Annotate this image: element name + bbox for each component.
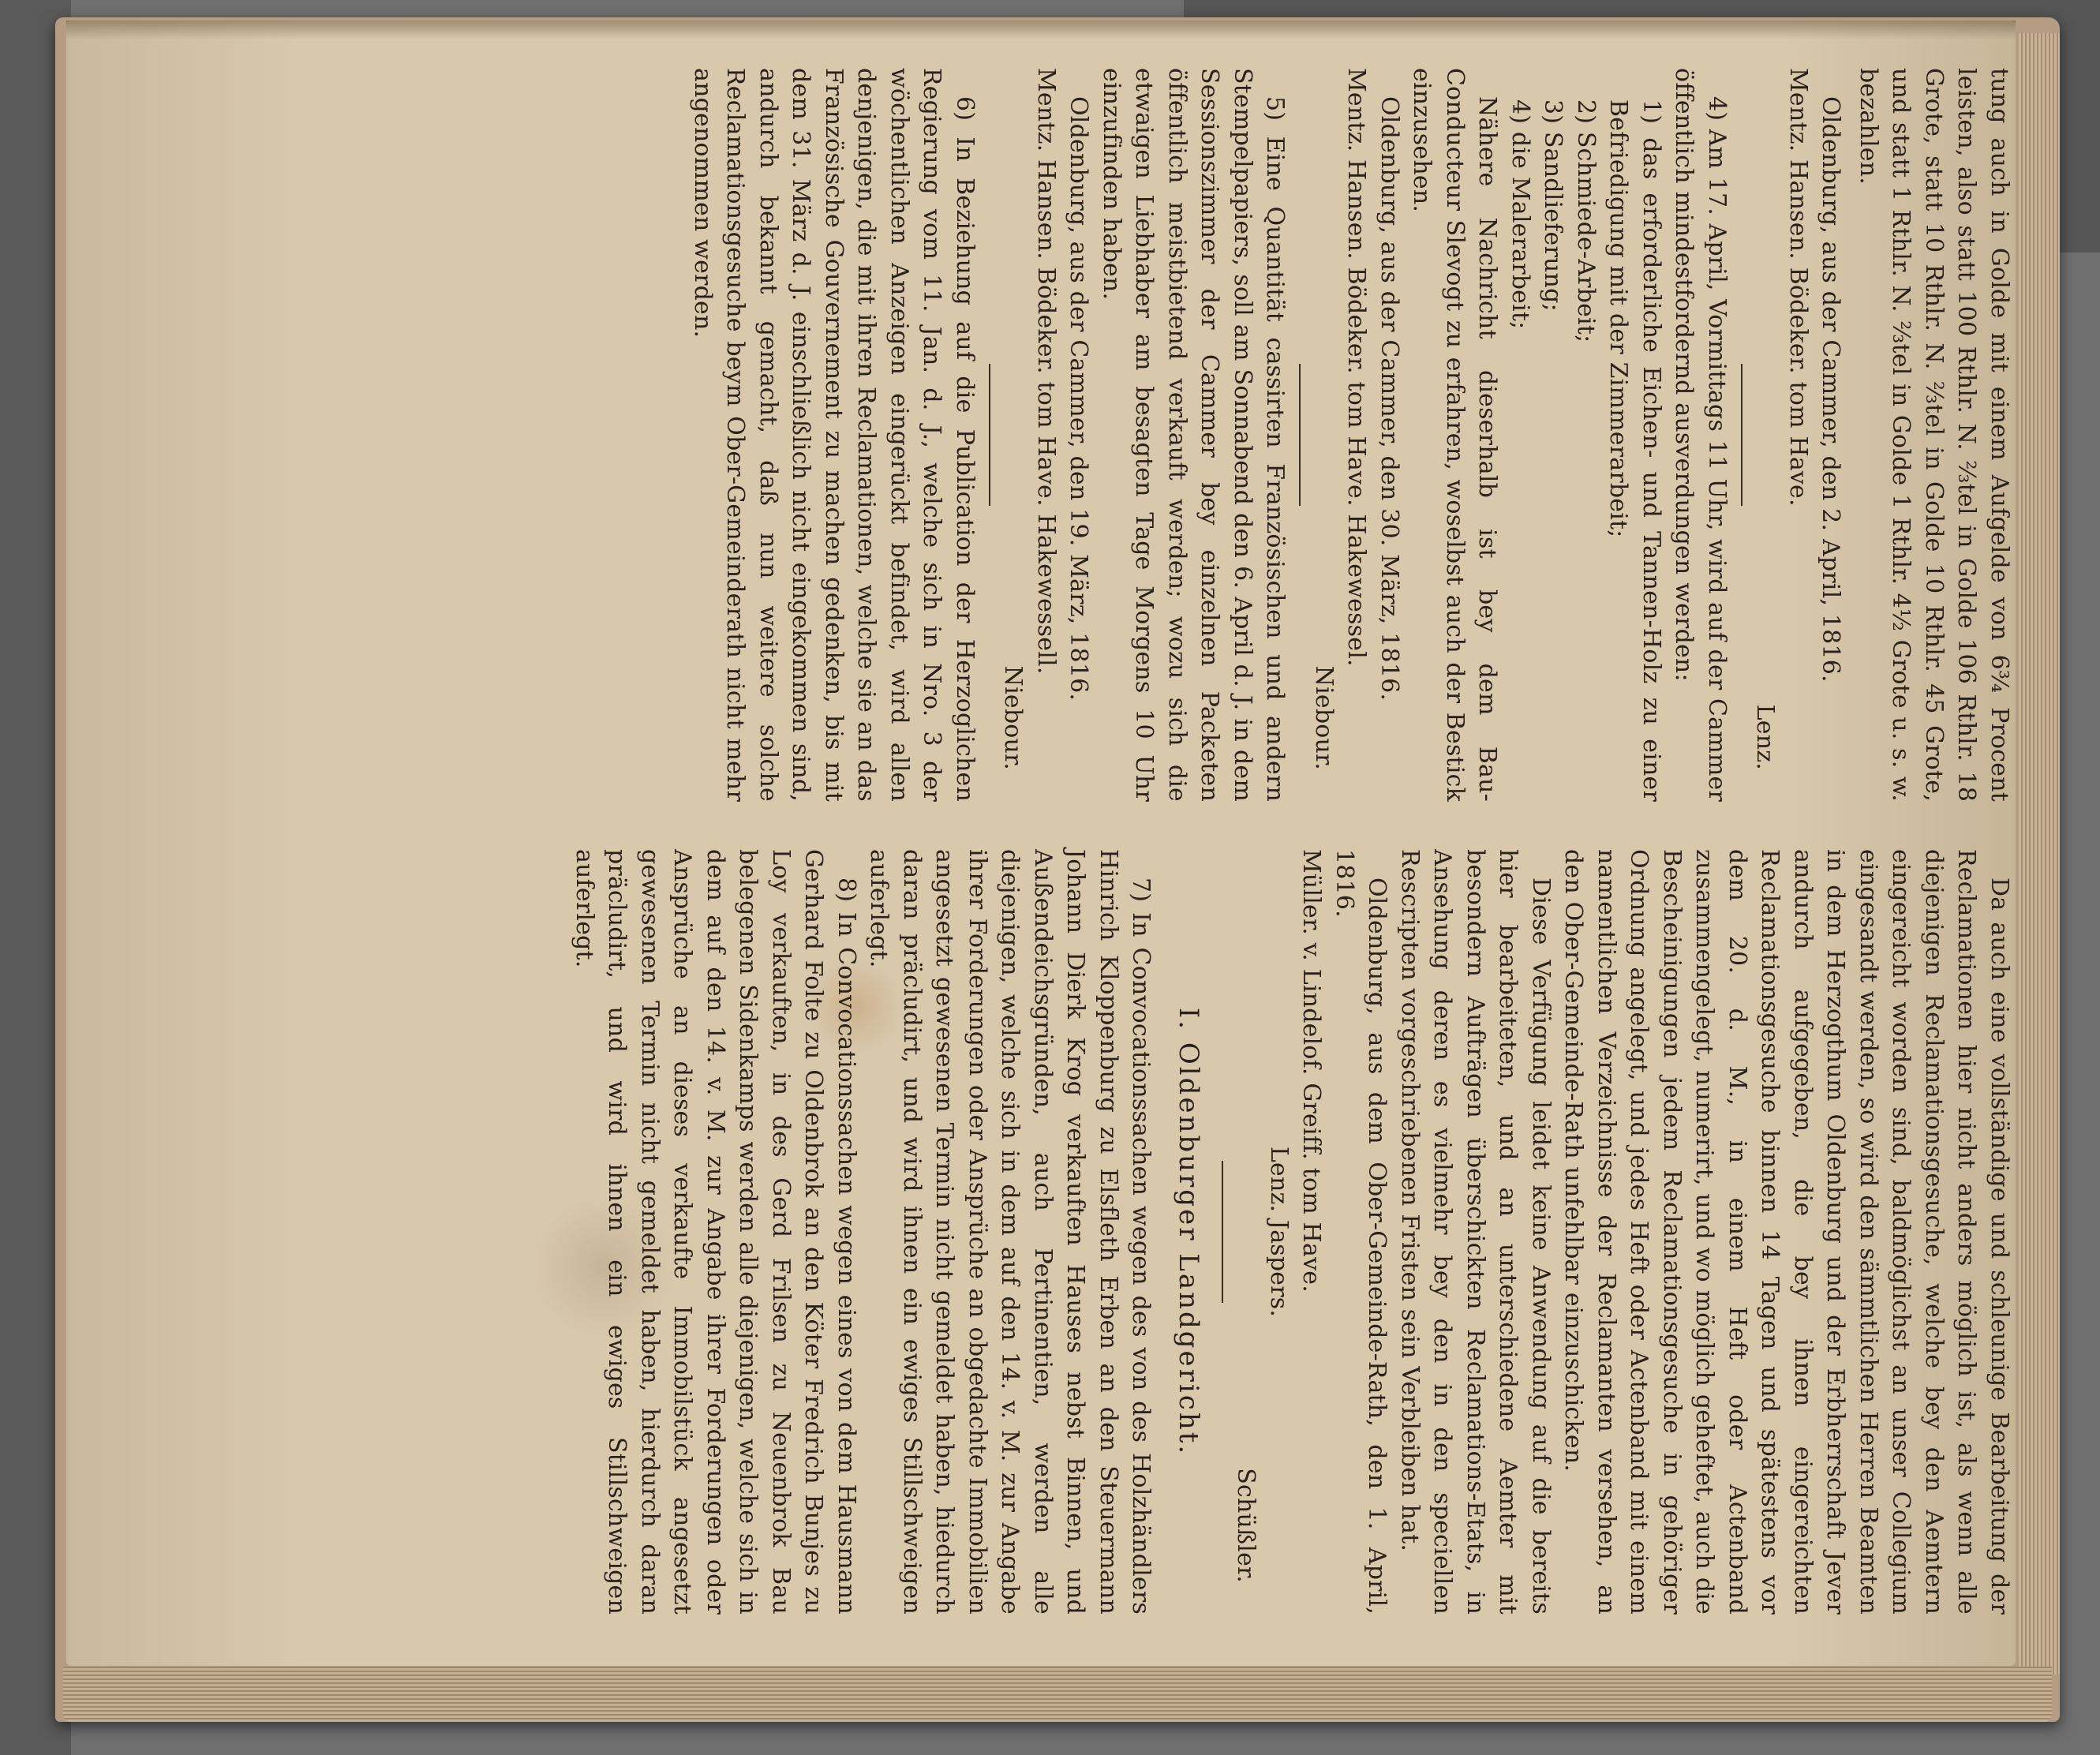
rotated-text-block [66,21,2016,1666]
divider [1741,364,1743,506]
date-line: Oldenburg, aus dem Ober-Gemeinde-Rath, den 1. April, 1816. [1331,849,1391,1615]
paragraph-reclamations: Da auch eine vollständige und schleunige Bearbeitung der Reclamationen hier nicht anders möglich ist, als wenn alle diejenigen Reclamationsgesuche, welche bey den Aemtern eingereicht worden sind, baldmöglichst an unser Collegium eingesandt werden, so wird den sämmtlichen Herren Beamten in dem Herzogthum Oldenburg und der Erbherrschaft Jever andurch aufgegeben, die bey ihnen eingereichten Reclamationsgesuche binnen 14 Tagen und spätestens vor dem 20. d. M., in einem Heft oder Actenband zusammengelegt, numerirt, und wo möglich geheftet, auch die Bescheinigungen jedem Reclamationsgesuche in gehöriger Ordnung angelegt, und jedes Heft oder Actenband mit einem namentlichen Verzeichnisse der Reclamanten versehen, an den Ober-Gemeinde-Rath unfehlbar einzuschicken. [1559,849,2013,1615]
list-item: 3) Sandlieferung; [1539,99,1567,312]
divider [989,364,990,506]
signature-niebour: Niebour. [999,665,1028,770]
date-line: Oldenburg, aus der Cammer, den 2. April, 1816. [1817,96,1845,683]
divider [1222,1161,1223,1303]
list-item: 1) das erforderliche Eichen- und Tannen-Holz zu einer Befriedigung mit der Zimmerarbeit; [1604,99,1665,802]
signatures: Mentz. Hansen. Bödeker. tom Have. [1784,68,1812,507]
paragraph-4b: Nähere Nachricht dieserhalb ist bey dem Bau-Conducteur Slevogt zu erfahren, woselbst auch der Bestick einzusehen. [1408,68,1502,802]
signature-niebour: Niebour. [1310,665,1338,770]
list-item: 4) die Malerarbeit; [1507,99,1534,330]
paragraph-currency: tung auch in Golde mit einem Aufgelde von 6¾ Procent leisten, also statt 100 Rthlr. N. ⅔tel in Golde 106 Rthlr. 18 Grote, statt 10 Rthlr. N. ⅔tel in Golde 10 Rthlr. 45 Grote, und statt 1 Rthlr. N. ⅔tel in Golde 1 Rthlr. 4½ Grote u. s. w. bezahlen. [1855,68,2013,802]
date-line: Oldenburg, aus der Cammer, den 30. März, 1816. [1376,96,1403,702]
list-item: 2) Schmiede-Arbeit; [1572,99,1600,343]
column-right [571,849,2016,1615]
paragraph-7: 7) In Convocationssachen wegen des von des Holzhändlers Hinrich Kloppenburg zu Elsfleth Erben an den Steuermann Johann Dierk Krog verkauften Hauses nebst Binnen, und Außendeichsgründen, auch Pertinentien, werden alle diejenigen, welche sich in dem auf den 14. v. M. zur Angabe ihrer Forderungen oder Ansprüche an obgedachte Immobilien angesetzt gewesenen Termin nicht gemeldet haben, hiedurch daran präcludirt, und wird ihnen ein ewiges Stillschweigen auferlegt. [865,849,1155,1615]
page-edges-bottom [63,1667,2052,1722]
paragraph-verfuegung: Diese Verfügung leidet keine Anwendung auf die bereits hier bearbeiteten, und an unterschiedene Aemter mit besondern Aufträgen überschickten Reclamations-Etats, in Ansehung deren es vielmehr bey den in den speciellen Rescripten vorgeschriebenen Fristen sein Verbleiben hat. [1396,849,1555,1615]
paragraph-8: 8) In Convocationssachen wegen eines von dem Hausmann Gerhard Folte zu Oldenbrok an den Köter Fredrich Bunjes zu Loy verkauften, in des Gerd Frilsen zu Neuenbrok Bau belegenen Sidenkamps werden alle diejenigen, welche sich in dem auf den 14. v. M. zur Angabe ihrer Forderungen oder Ansprüche an dieses verkaufte Immobilstück angesetzt gewesenen Termin nicht gemeldet haben, hierdurch daran präcludirt, und wird ihnen ein ewiges Stillschweigen auferlegt. [571,849,860,1615]
date-line: Oldenburg, aus der Cammer, den 19. März, 1816. [1065,96,1093,702]
signature-lenz: Lenz. [1751,704,1780,770]
paragraph-6: 6) In Beziehung auf die Publication der Herzoglichen Regierung vom 11. Jan. d. J., welche sich in Nro. 3 der wöchentlichen Anzeigen eingerückt befindet, wird allen denjenigen, die mit ihren Reclamationen, welche sie an das Französische Gouvernement zu machen gedenken, bis mit dem 31. März d. J. einschließlich nicht eingekommen sind, andurch bekannt gemacht, daß nun weitere solche Reclamationsgesuche beym Ober-Gemeinderath nicht mehr angenommen werden. [689,68,979,802]
signatures: Mentz. Hansen. Bödeker. tom Have. Hakewessell. [1032,68,1060,675]
signature-schuessler: Schüßler. [1232,1468,1260,1583]
paragraph-4: 4) Am 17. April, Vormittags 11 Uhr, wird auf der Cammer öffentlich mindestfordernd ausverdungen werden: [1670,68,1731,802]
signatures: Müller. v. Lindelof. Greiff. tom Have. [1297,849,1326,1293]
signatures: Lenz. Jaspers. [1265,1146,1293,1318]
book [55,17,2060,1722]
divider [1300,364,1301,506]
signatures: Mentz. Hansen. Bödeker. tom Have. Hakewessel. [1342,68,1371,667]
column-left [689,68,2016,802]
paragraph-5: 5) Eine Quantität cassirten Französischen und andern Stempelpapiers, soll am Sonnabend den 6. April d. J. in dem Sessionszimmer der Cammer bey einzelnen Packeten öffentlich meistbietend verkauft werden; wozu sich die etwaigen Liebhaber am besagten Tage Morgens 10 Uhr einzufinden haben. [1098,68,1290,802]
newspaper-page [66,21,2016,1666]
section-heading: I. Oldenburger Landgericht. [1173,1007,1204,1457]
page-edges-right [2019,33,2060,1675]
